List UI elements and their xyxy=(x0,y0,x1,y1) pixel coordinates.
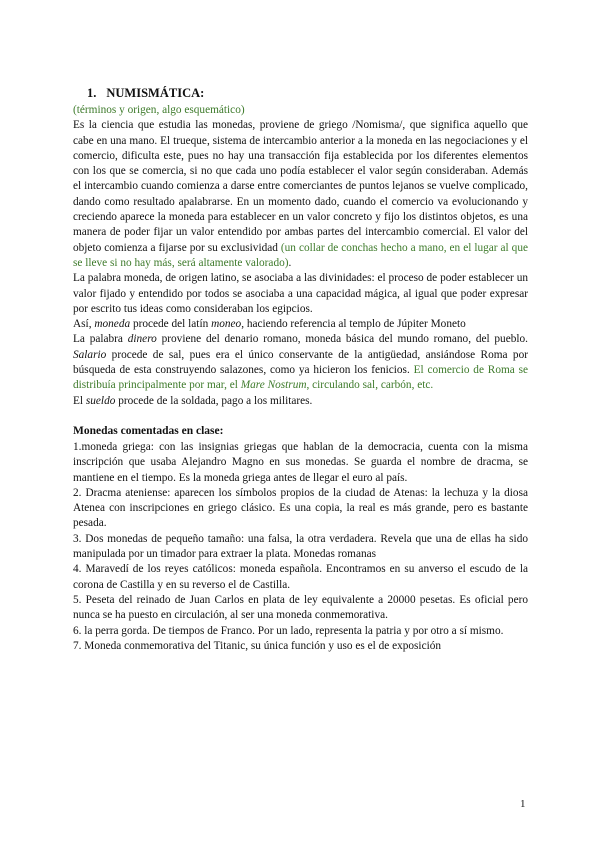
text-run: proviene del denario romano, moneda básica del mundo romano, del pueblo. xyxy=(156,333,528,346)
coins-subheading: Monedas comentadas en clase: xyxy=(73,424,224,437)
list-item: 6. la perra gorda. De tiempos de Franco. Por un lado, representa la patria y por otro a sí mismo. xyxy=(73,624,504,637)
italic-term-dinero: dinero xyxy=(127,333,157,346)
italic-term-mare-nostrum: Mare Nostrum xyxy=(240,379,307,392)
section-heading xyxy=(87,86,528,101)
paragraph-definition-note: (un collar de conchas hecho a mano, en el lugar al que se lleve si no hay más, será altamente valorado) xyxy=(73,241,528,269)
list-item: 4. Maravedí de los reyes católicos: moneda española. Encontramos en su anverso el escudo de la corona de Castilla y en su reverso el de Castilla. xyxy=(73,563,528,591)
italic-term-moneda: moneda xyxy=(94,318,131,331)
paragraph-moneda-origin: La palabra moneda, de origen latino, se asociaba a las divinidades: el proceso de poder establecer un valor fijado y entendido por todos se asociaba a una capacidad mágica, al igual que poder expresar por escrito tus ideas como consideraban los egipcios. xyxy=(73,272,528,315)
list-item: 2. Dracma ateniense: aparecen los símbolos propios de la ciudad de Atenas: la lechuza y la diosa Atenea con inscripciones en griego clásico. Es una copia, la real es más grande, pero es bastante pesada. xyxy=(73,486,528,530)
text-run: El xyxy=(73,394,86,407)
italic-term-moneo: moneo xyxy=(211,318,242,331)
italic-term-sueldo: sueldo xyxy=(85,394,116,407)
section-number: 1. xyxy=(87,86,97,100)
text-run: procede de la soldada, pago a los militares. xyxy=(115,394,313,407)
list-item: 7. Moneda conmemorativa del Titanic, su única función y uso es el de exposición xyxy=(73,639,442,652)
italic-term-salario: Salario xyxy=(73,348,107,361)
section-title: NUMISMÁTICA: xyxy=(106,86,205,100)
list-item: 3. Dos monedas de pequeño tamaño: una falsa, la otra verdadera. Revela que una de ellas ha sido manipulada por un timador para extraer la plata. Monedas romanas xyxy=(73,532,528,561)
page-number: 1 xyxy=(520,798,526,810)
document-page xyxy=(73,86,528,654)
paragraph-definition xyxy=(73,118,528,271)
text-run: , haciendo referencia al templo de Júpiter Moneto xyxy=(241,318,466,331)
list-item: 5. Peseta del reinado de Juan Carlos en plata de ley equivalente a 20000 pesetas. Es oficial pero nunca se ha puesto en circulación, al ser una moneda conmemorativa. xyxy=(73,593,528,622)
green-note: El comercio de Roma se distribuía principalmente por mar, el xyxy=(73,364,528,392)
green-note: , circulando sal, carbón, etc. xyxy=(306,379,434,392)
paragraph-moneda-etymology xyxy=(73,317,528,332)
intro-note: (términos y origen, algo esquemático) xyxy=(73,104,245,116)
text-run: Así, xyxy=(73,318,95,331)
paragraph-dinero-salario xyxy=(73,332,528,393)
text-run: La palabra xyxy=(73,333,128,346)
text-run: procede del latín xyxy=(130,318,212,331)
paragraph-definition-text: Es la ciencia que estudia las monedas, proviene de griego /Nomisma/, que significa aquello que cabe en una mano. El trueque, sistema de intercambio anterior a la moneda en las negociaciones y el comercio, dificulta este, pues no hay una transacción fija establecida por los diferentes elementos con los que se comercia, si no que cada uno podía establecer el valor según consideraban. Además el intercambio cuando comienza a darse entre comerciantes de puntos lejanos se vuelve complicado, dando como resultado apalabrarse. En un momento dado, cuando el comercio va evolucionando y creciendo aparece la moneda para establecer en un valor concreto y fijo los distintos objetos, es una manera de poder fijar un valor entendido por ambas partes del intercambio comercial. El valor del objeto comienza a fijarse por su exclusividad xyxy=(73,119,528,254)
list-item: 1.moneda griega: con las insignias griegas que hablan de la democracia, cuenta con la misma inscripción que usaba Alejandro Magno en sus monedas. Se guarda el nombre de dracma, se mantiene en el tiempo. Es la moneda griega antes de llegar el euro al país. xyxy=(73,440,528,484)
coins-list xyxy=(73,440,528,654)
text-run: procede de sal, pues era el único conservante de la antigüedad, ansiándose Roma por búsqueda de esta construyendo salazones, como ya hicieron los fenicios. xyxy=(73,348,528,377)
paragraph-sueldo xyxy=(73,394,528,409)
paragraph-definition-end: . xyxy=(288,256,292,269)
